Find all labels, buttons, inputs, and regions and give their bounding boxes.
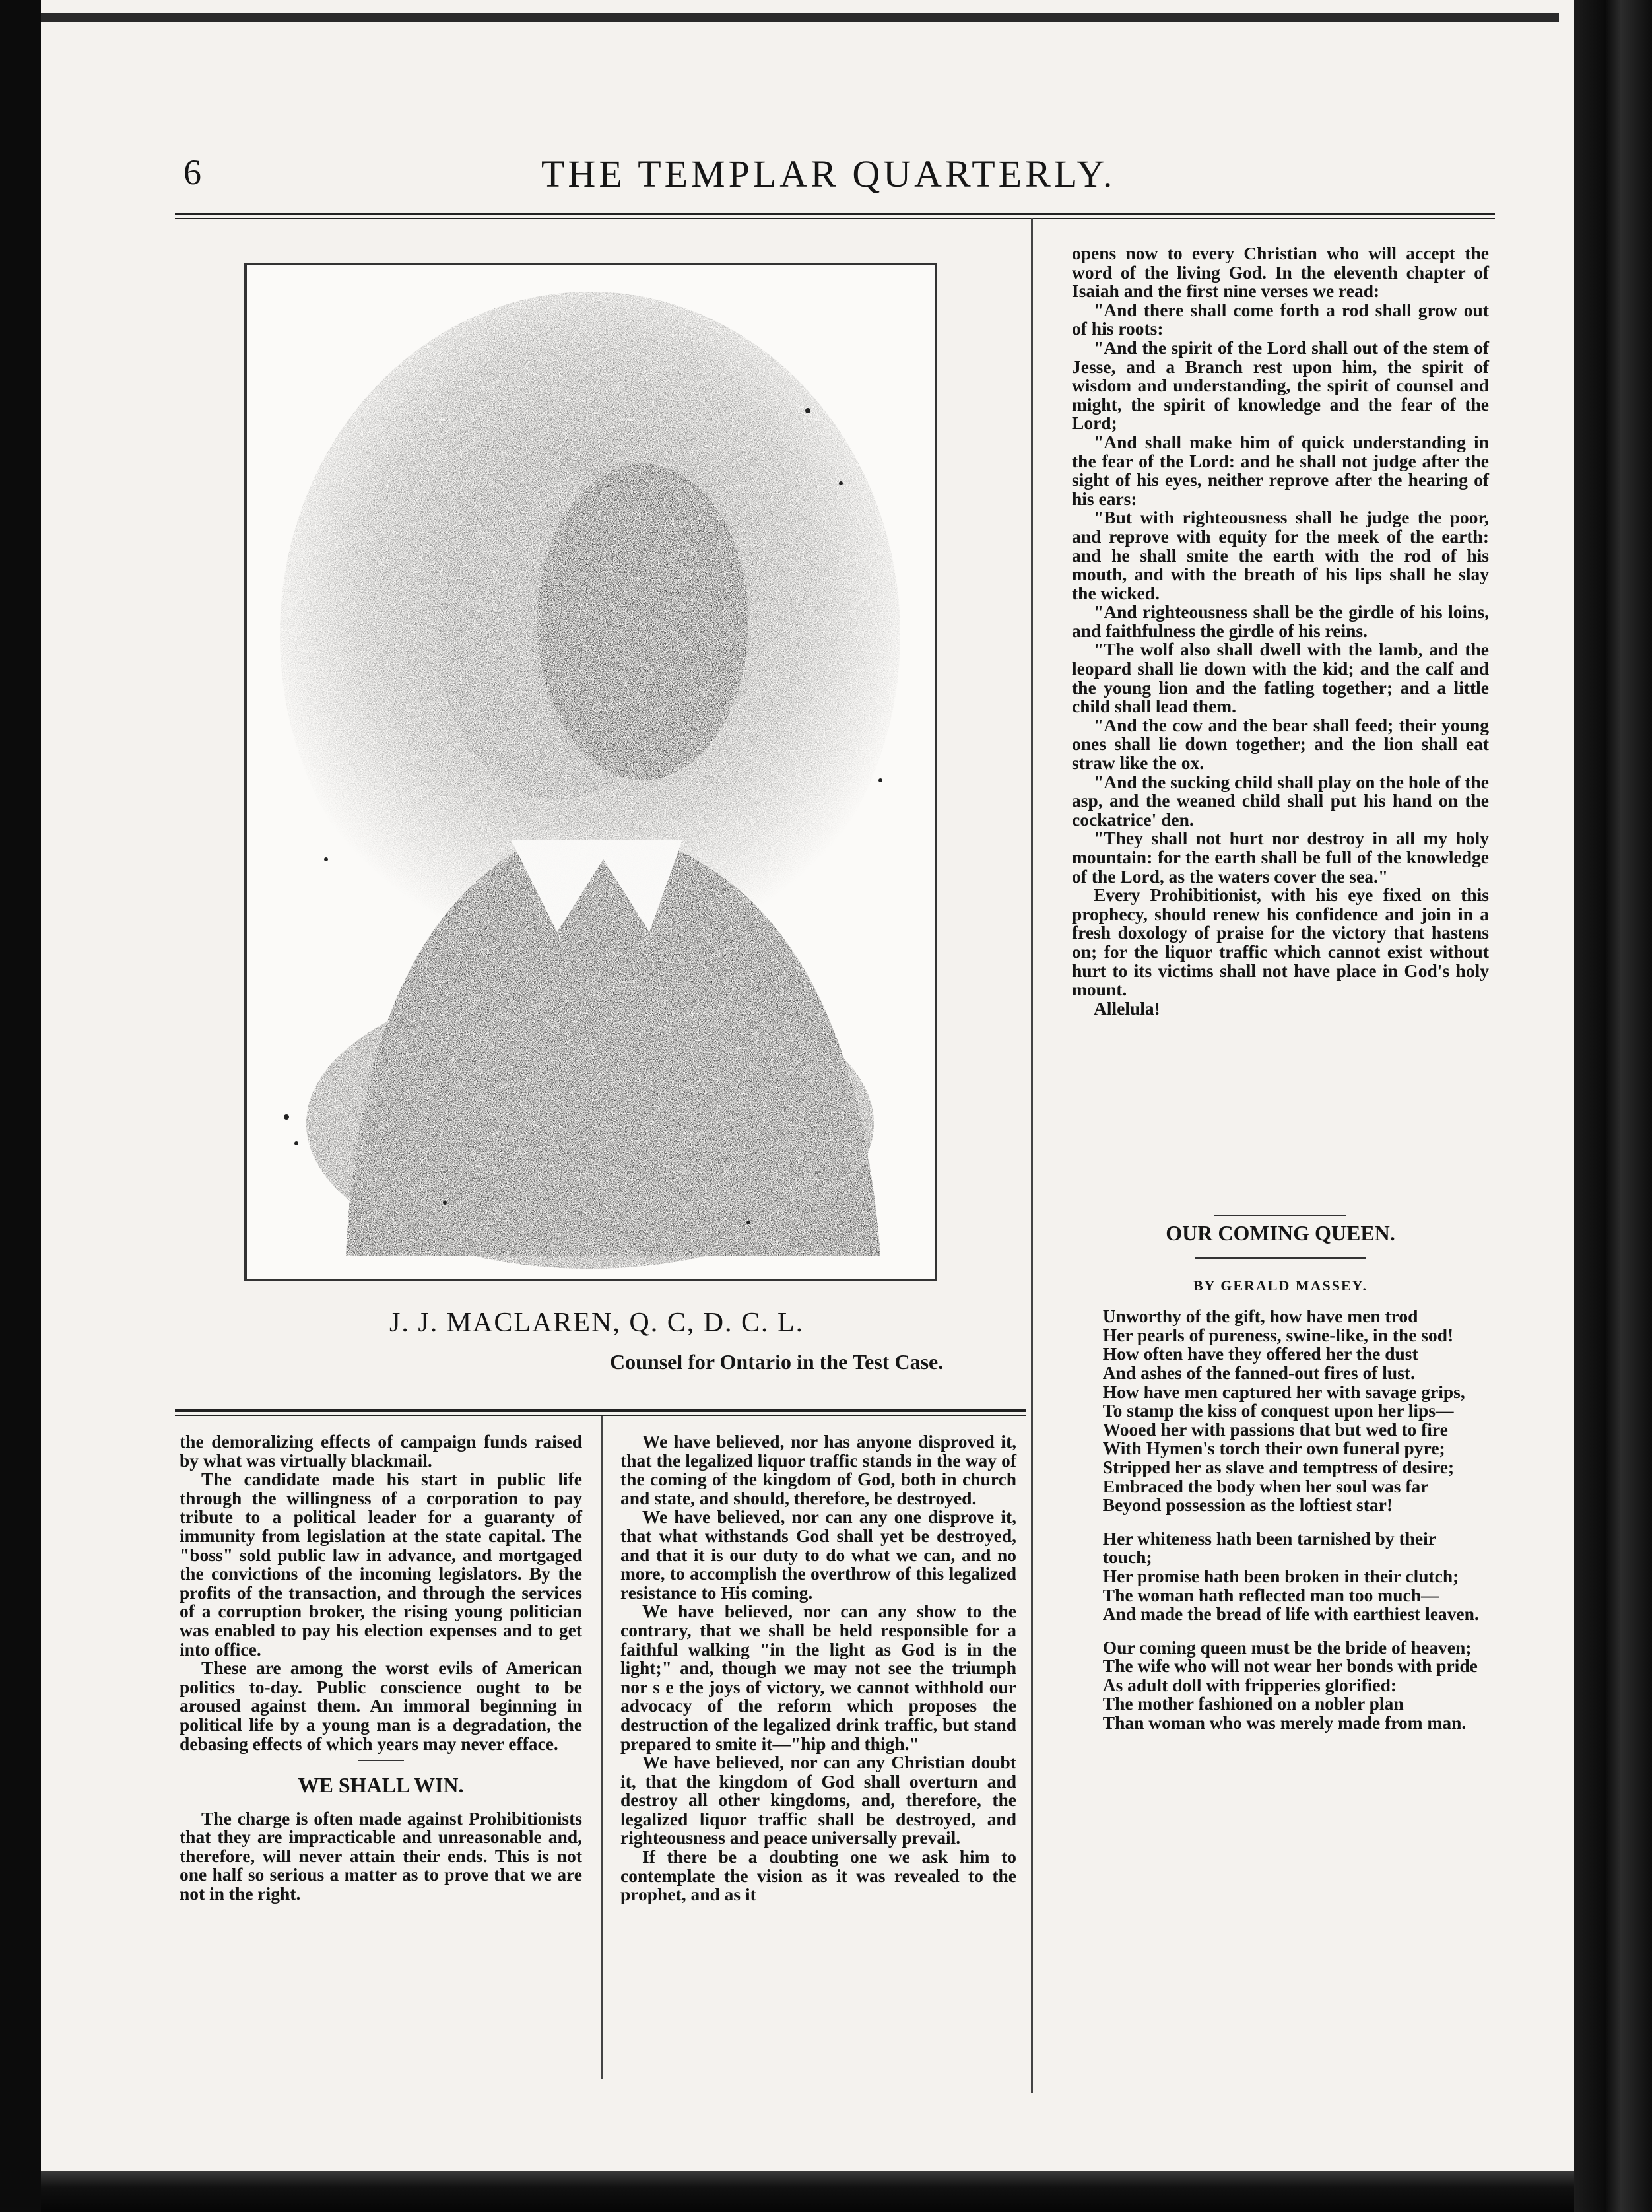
paragraph: The charge is often made against Prohibitionists that they are impracticable and unreasonable and, therefore, will never attain their ends. This is not one half so serious a matter as to prove that we are not in the right.	[180, 1807, 582, 1904]
section-heading: WE SHALL WIN.	[298, 1773, 464, 1797]
poem-block	[1072, 1208, 1489, 1733]
scan-border-top	[41, 13, 1559, 22]
poem-line: Our coming queen must be the bride of heaven;	[1102, 1636, 1472, 1658]
divider	[358, 1760, 404, 1761]
poem-line: With Hymen's torch their own funeral pyre;	[1102, 1438, 1445, 1459]
portrait-caption-role: Counsel for Ontario in the Test Case.	[610, 1350, 944, 1374]
poem-byline: BY GERALD MASSEY.	[1193, 1277, 1368, 1294]
paragraph: We have believed, nor has anyone disproved it, that the legalized liquor traffic stands in the way of the coming of the kingdom of God, both in church and state, and should, therefore, be destroyed.	[620, 1431, 1016, 1508]
stanza-gap	[1072, 1515, 1489, 1529]
scripture-verse: "The wolf also shall dwell with the lamb, and the leopard shall lie down with the kid; and the calf and the young lion and the fatling together; and a little child shall lead them.	[1072, 639, 1489, 717]
poem-line: The wife who will not wear her bonds with pride	[1102, 1656, 1478, 1677]
paragraph: We have believed, nor can any show to the contrary, that we shall be held responsible for a faithful walking "in the light as God is in the light;" and, though we may not see the triumph nor s e the joys of victory, we cannot withhold our advocacy of the reform which proposes the destruction of the legalized drink traffic, but stand prepared to smite it—"hip and thigh."	[620, 1601, 1016, 1754]
scripture-verse: "And the cow and the bear shall feed; their young ones shall lie down together; and the lion shall eat straw like the ox.	[1072, 714, 1489, 774]
scripture-verse: "But with righteousness shall he judge the poor, and reprove with equity for the meek of the earth: and he shall smite the earth with the rod of his mouth, and with the breath of his lips shall he slay the wicked.	[1072, 507, 1489, 603]
scan-border-left	[0, 0, 41, 2212]
article-column-left	[180, 1432, 582, 1904]
divider	[1214, 1215, 1346, 1216]
scripture-verse: "And the spirit of the Lord shall out of the stem of Jesse, and a Branch rest upon him, the spirit of wisdom and understanding, the spirit of counsel and might, the spirit of knowledge and the fear of the Lord;	[1072, 337, 1489, 434]
poem-stanza	[1072, 1638, 1489, 1733]
paragraph: The candidate made his start in public life through the willingness of a corporation to pay tribute to a political leader for a guaranty of immunity from legislation at the state capital. The "boss" sold public law in advance, and mortgaged the convictions of the incoming legislators. By the profits of the transaction, and through the services of a corruption broker, the rising young politician was enabled to pay his election expenses and to get into office.	[180, 1469, 582, 1659]
section-rule	[175, 1409, 1026, 1412]
paragraph: opens now to every Christian who will accept the word of the living God. In the eleventh chapter of Isaiah and the first nine verses we read:	[1072, 243, 1489, 302]
stanza-gap	[1072, 1624, 1489, 1638]
paragraph: Allelula!	[1094, 997, 1160, 1019]
poem-line: Embraced the body when her soul was far	[1102, 1475, 1429, 1496]
article-column-middle	[620, 1432, 1016, 1904]
header-rule-thin	[175, 218, 1495, 219]
paragraph: We have believed, nor can any one disprove it, that what withstands God shall yet be destroyed, and that it is our duty to do what we can, and no more, to accomplish the overthrow of this legalized resistance to His coming.	[620, 1506, 1016, 1603]
portrait-caption-name: J. J. MACLAREN, Q. C, D. C. L.	[389, 1308, 805, 1338]
scripture-verse: "And there shall come forth a rod shall grow out of his roots:	[1072, 299, 1489, 339]
paragraph: Every Prohibitionist, with his eye fixed on this prophecy, should renew his confidence and join in a fresh doxology of praise for the victory that hastens on; for the liquor traffic which cannot exist without hurt to its victims shall not have place in God's holy mount.	[1072, 885, 1489, 1000]
paragraph: We have believed, nor can any Christian doubt it, that the kingdom of God shall overturn and destroy all other kingdoms, and, therefore, the legalized liquor traffic shall be destroyed, and righteousness and peace universally prevail.	[620, 1752, 1016, 1848]
poem-line: Her whiteness hath been tarnished by their touch;	[1102, 1527, 1436, 1568]
poem-line: How often have they offered her the dust	[1102, 1343, 1418, 1364]
poem-line: To stamp the kiss of conquest upon her lips—	[1102, 1400, 1454, 1421]
poem-line: As adult doll with fripperies glorified:	[1102, 1674, 1397, 1695]
scan-border-bottom	[41, 2171, 1574, 2212]
poem-line: Than woman who was merely made from man.	[1102, 1712, 1467, 1733]
poem-title: OUR COMING QUEEN.	[1166, 1221, 1395, 1245]
page-number: 6	[183, 152, 201, 192]
scripture-verse: "They shall not hurt nor destroy in all my holy mountain: for the earth shall be full of the knowledge of the Lord, as the waters cover the sea."	[1072, 828, 1489, 887]
poem-line: Her promise hath been broken in their clutch;	[1102, 1565, 1459, 1586]
poem-line: The woman hath reflected man too much—	[1102, 1584, 1439, 1605]
scripture-verse: "And shall make him of quick understanding in the fear of the Lord: and he shall not judge after the sight of his eyes, neither reprove after the hearing of his ears:	[1072, 431, 1489, 509]
poem-line: Wooed her with passions that but wed to fire	[1102, 1419, 1448, 1440]
poem-stanza	[1072, 1307, 1489, 1515]
scripture-verse: "And the sucking child shall play on the hole of the asp, and the weaned child shall put his hand on the cockatrice' den.	[1072, 771, 1489, 830]
column-separator-right	[1031, 218, 1033, 2093]
poem-line: Unworthy of the gift, how have men trod	[1102, 1306, 1418, 1327]
journal-title: THE TEMPLAR QUARTERLY.	[541, 152, 1116, 195]
poem-line: Her pearls of pureness, swine-like, in the sod!	[1102, 1324, 1454, 1345]
poem-line: The mother fashioned on a nobler plan	[1102, 1693, 1404, 1714]
paragraph: These are among the worst evils of American politics to-day. Public conscience ought to be aroused against them. An immoral beginning in political life by a young man is a degradation, the debasing effects of which years may never efface.	[180, 1658, 582, 1754]
poem-line: And ashes of the fanned-out fires of lust.	[1102, 1362, 1415, 1383]
header-rule	[175, 213, 1495, 215]
poem-line: How have men captured her with savage grips,	[1102, 1381, 1465, 1402]
paragraph: If there be a doubting one we ask him to contemplate the vision as it was revealed to the prophet, and as it	[620, 1846, 1016, 1905]
portrait-engraving	[247, 265, 935, 1279]
column-separator-lower	[601, 1416, 603, 2079]
divider	[1195, 1257, 1366, 1259]
scripture-verse: "And righteousness shall be the girdle of his loins, and faithfulness the girdle of his reins.	[1072, 601, 1489, 641]
poem-line: And made the bread of life with earthiest leaven.	[1102, 1603, 1479, 1625]
poem-stanza	[1072, 1529, 1489, 1624]
portrait-image	[244, 263, 937, 1281]
scan-border-right	[1574, 0, 1652, 2212]
paragraph: the demoralizing effects of campaign funds raised by what was virtually blackmail.	[180, 1431, 582, 1471]
poem-line: Stripped her as slave and temptress of desire;	[1102, 1456, 1455, 1477]
poem-line: Beyond possession as the loftiest star!	[1102, 1494, 1393, 1516]
article-column-right	[1072, 244, 1489, 1018]
